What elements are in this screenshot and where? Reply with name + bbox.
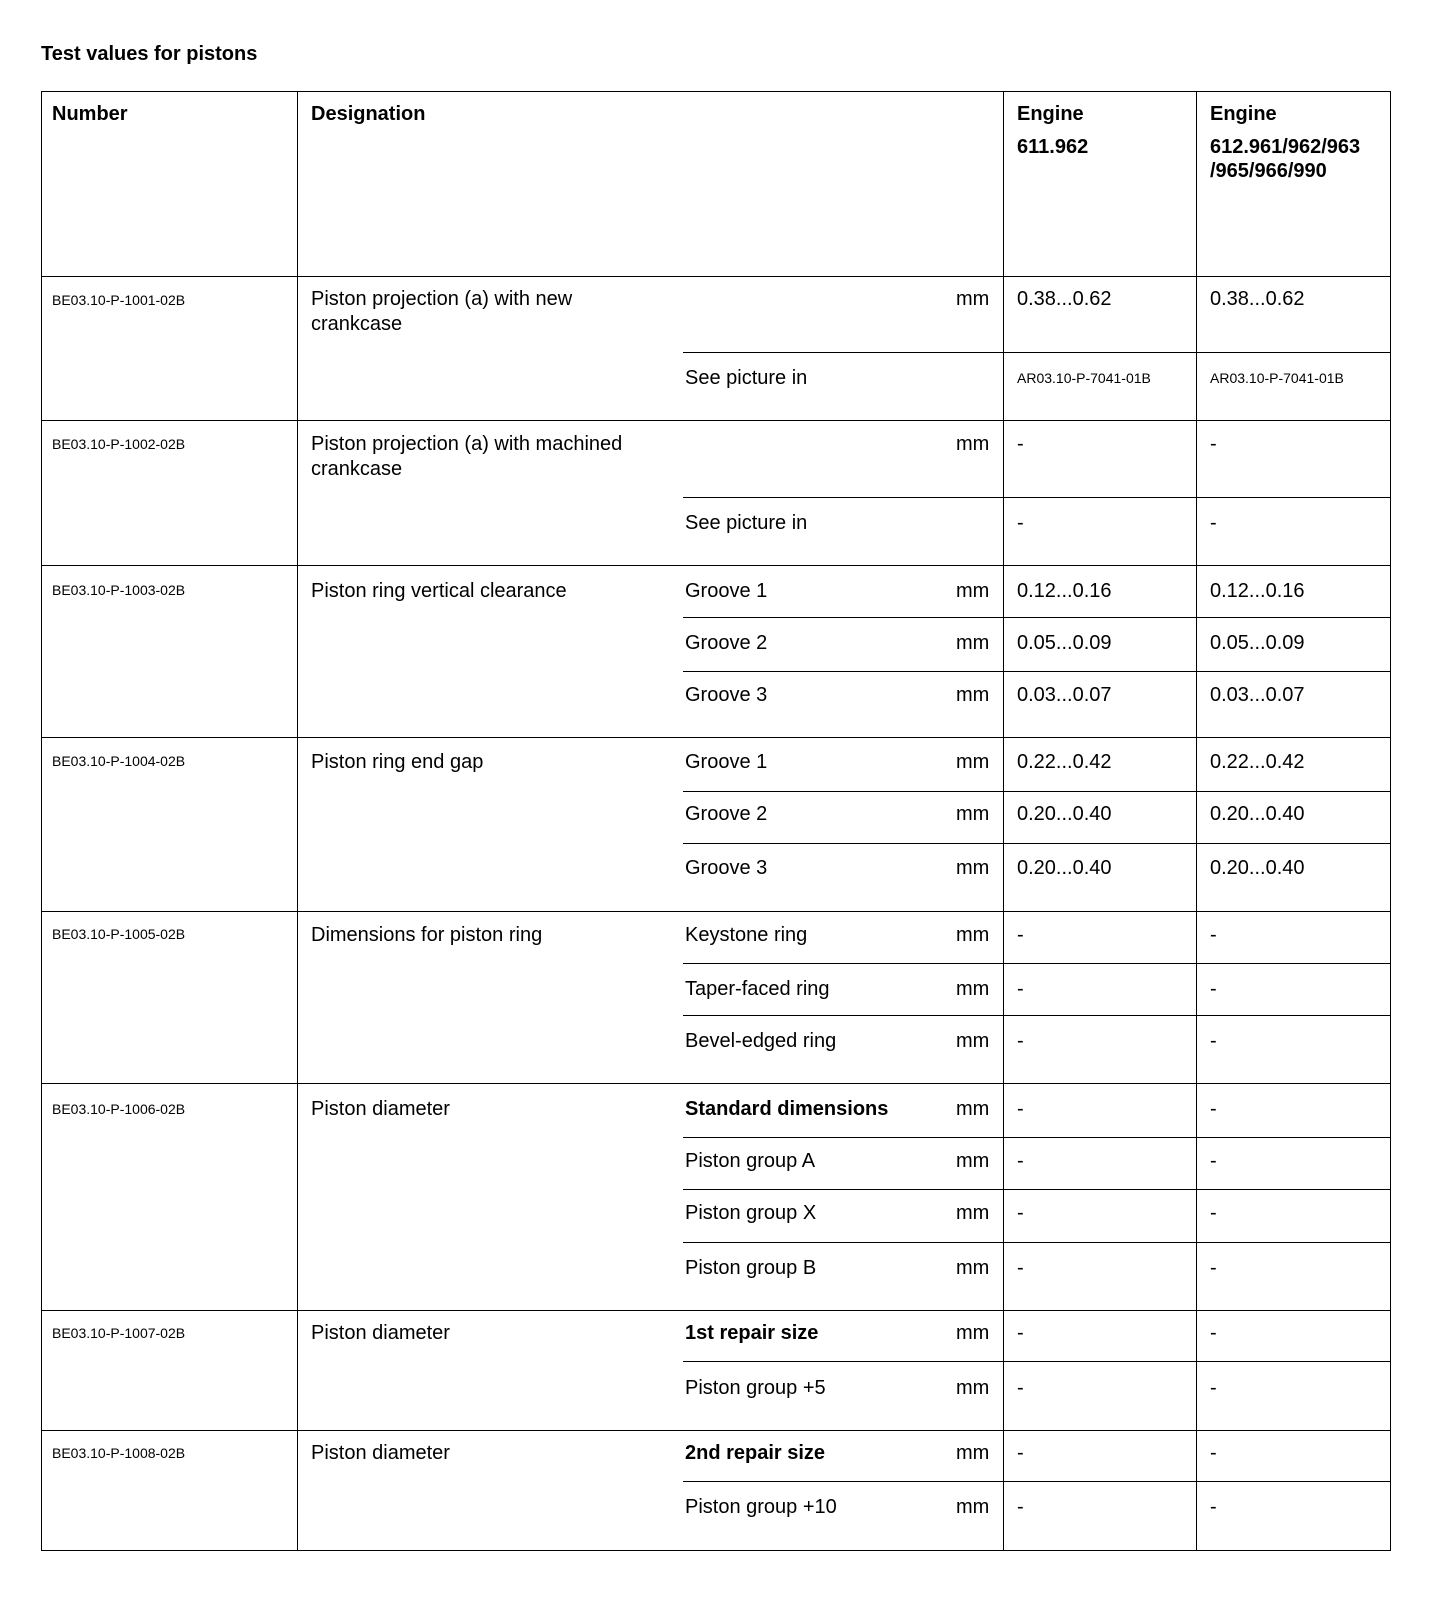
- engine-1-value: 0.05...0.09: [1017, 632, 1112, 654]
- unit: mm: [956, 751, 990, 773]
- engine-1-value: 0.12...0.16: [1017, 580, 1112, 602]
- row-number: BE03.10-P-1003-02B: [52, 582, 186, 598]
- row-divider: [42, 1310, 1390, 1311]
- engine-1-value: -: [1017, 1257, 1024, 1279]
- engine-1-value: 0.03...0.07: [1017, 684, 1112, 706]
- engine-2-value: -: [1210, 1442, 1217, 1464]
- engine-2-value: -: [1210, 1496, 1217, 1518]
- row-designation-cont: crankcase: [311, 458, 403, 480]
- row-designation: Piston projection (a) with machined: [311, 433, 623, 455]
- row-designation: Piston projection (a) with new: [311, 288, 573, 310]
- engine-2-value: AR03.10-P-7041-01B: [1210, 370, 1344, 386]
- engine-2-value: 0.38...0.62: [1210, 288, 1305, 310]
- unit: mm: [956, 857, 990, 879]
- engine-2-value: -: [1210, 1202, 1217, 1224]
- page-title: Test values for pistons: [41, 43, 258, 65]
- sub-label: Bevel-edged ring: [685, 1030, 837, 1052]
- row-divider: [42, 1083, 1390, 1084]
- engine-2-value: -: [1210, 1098, 1217, 1120]
- engine-1-value: -: [1017, 433, 1024, 455]
- sub-label: Standard dimensions: [685, 1098, 889, 1120]
- sub-row-divider: [683, 1242, 1390, 1243]
- sub-row-divider: [683, 1481, 1390, 1482]
- unit: mm: [956, 978, 990, 1000]
- unit: mm: [956, 433, 990, 455]
- row-designation: Piston diameter: [311, 1322, 450, 1344]
- sub-row-divider: [683, 843, 1390, 844]
- row-divider: [42, 420, 1390, 421]
- sub-row-divider: [683, 497, 1390, 498]
- engine-1-value: -: [1017, 1377, 1024, 1399]
- unit: mm: [956, 1098, 990, 1120]
- row-designation: Dimensions for piston ring: [311, 924, 543, 946]
- sub-label: Groove 1: [685, 751, 768, 773]
- unit: mm: [956, 1030, 990, 1052]
- engine-2-value: -: [1210, 924, 1217, 946]
- header-engine-2-code-line2: /965/966/990: [1210, 160, 1327, 182]
- column-divider: [1003, 92, 1004, 1550]
- sub-label: 1st repair size: [685, 1322, 819, 1344]
- sub-label: Taper-faced ring: [685, 978, 830, 1000]
- sub-row-divider: [683, 1137, 1390, 1138]
- unit: mm: [956, 924, 990, 946]
- engine-2-value: -: [1210, 978, 1217, 1000]
- sub-row-divider: [683, 1189, 1390, 1190]
- sub-row-divider: [683, 352, 1390, 353]
- row-number: BE03.10-P-1002-02B: [52, 436, 186, 452]
- engine-2-value: -: [1210, 433, 1217, 455]
- unit: mm: [956, 632, 990, 654]
- header-engine-1-label: Engine: [1017, 103, 1084, 125]
- unit: mm: [956, 1150, 990, 1172]
- row-divider: [42, 276, 1390, 277]
- row-divider: [42, 911, 1390, 912]
- row-number: BE03.10-P-1008-02B: [52, 1445, 186, 1461]
- header-engine-1-code: 611.962: [1017, 136, 1089, 158]
- engine-1-value: -: [1017, 978, 1024, 1000]
- engine-1-value: -: [1017, 924, 1024, 946]
- sub-label: Piston group B: [685, 1257, 817, 1279]
- sub-row-divider: [683, 1361, 1390, 1362]
- unit: mm: [956, 1442, 990, 1464]
- engine-1-value: -: [1017, 1098, 1024, 1120]
- engine-1-value: 0.20...0.40: [1017, 803, 1112, 825]
- engine-1-value: -: [1017, 1202, 1024, 1224]
- engine-2-value: 0.22...0.42: [1210, 751, 1305, 773]
- sub-row-divider: [683, 1015, 1390, 1016]
- row-divider: [42, 1430, 1390, 1431]
- sub-row-divider: [683, 963, 1390, 964]
- row-number: BE03.10-P-1006-02B: [52, 1101, 186, 1117]
- unit: mm: [956, 1377, 990, 1399]
- row-divider: [42, 565, 1390, 566]
- sub-label: Keystone ring: [685, 924, 808, 946]
- engine-2-value: 0.12...0.16: [1210, 580, 1305, 602]
- column-divider: [297, 92, 298, 1550]
- unit: mm: [956, 1202, 990, 1224]
- row-divider: [42, 737, 1390, 738]
- row-designation: Piston diameter: [311, 1098, 450, 1120]
- unit: mm: [956, 1322, 990, 1344]
- sub-row-divider: [683, 671, 1390, 672]
- row-number: BE03.10-P-1004-02B: [52, 753, 186, 769]
- engine-2-value: -: [1210, 512, 1217, 534]
- row-number: BE03.10-P-1001-02B: [52, 292, 186, 308]
- sub-label: See picture in: [685, 512, 808, 534]
- engine-1-value: -: [1017, 1030, 1024, 1052]
- engine-2-value: -: [1210, 1257, 1217, 1279]
- sub-label: Piston group +5: [685, 1377, 826, 1399]
- header-designation: Designation: [311, 103, 426, 125]
- sub-label: Groove 1: [685, 580, 768, 602]
- row-designation: Piston ring end gap: [311, 751, 484, 773]
- engine-1-value: -: [1017, 1150, 1024, 1172]
- sub-row-divider: [683, 617, 1390, 618]
- engine-2-value: -: [1210, 1150, 1217, 1172]
- engine-1-value: AR03.10-P-7041-01B: [1017, 370, 1151, 386]
- engine-2-value: 0.05...0.09: [1210, 632, 1305, 654]
- sub-label: Piston group X: [685, 1202, 817, 1224]
- engine-1-value: -: [1017, 512, 1024, 534]
- engine-2-value: 0.20...0.40: [1210, 857, 1305, 879]
- header-number: Number: [52, 103, 128, 125]
- unit: mm: [956, 1257, 990, 1279]
- sub-row-divider: [683, 791, 1390, 792]
- sub-label: Groove 2: [685, 632, 768, 654]
- sub-label: 2nd repair size: [685, 1442, 826, 1464]
- sub-label: Groove 3: [685, 684, 768, 706]
- engine-2-value: -: [1210, 1322, 1217, 1344]
- engine-1-value: 0.20...0.40: [1017, 857, 1112, 879]
- row-number: BE03.10-P-1007-02B: [52, 1325, 186, 1341]
- header-engine-2-code-line1: 612.961/962/963: [1210, 136, 1361, 158]
- row-number: BE03.10-P-1005-02B: [52, 926, 186, 942]
- unit: mm: [956, 580, 990, 602]
- sub-label: Groove 3: [685, 857, 768, 879]
- row-designation: Piston ring vertical clearance: [311, 580, 567, 602]
- piston-test-values-table: [41, 91, 1391, 1551]
- sub-label: Piston group +10: [685, 1496, 837, 1518]
- column-divider: [1196, 92, 1197, 1550]
- sub-label: Piston group A: [685, 1150, 816, 1172]
- row-designation-cont: crankcase: [311, 313, 403, 335]
- engine-2-value: -: [1210, 1030, 1217, 1052]
- engine-2-value: -: [1210, 1377, 1217, 1399]
- engine-1-value: 0.38...0.62: [1017, 288, 1112, 310]
- engine-1-value: -: [1017, 1442, 1024, 1464]
- engine-2-value: 0.03...0.07: [1210, 684, 1305, 706]
- unit: mm: [956, 684, 990, 706]
- unit: mm: [956, 1496, 990, 1518]
- row-designation: Piston diameter: [311, 1442, 450, 1464]
- engine-1-value: -: [1017, 1322, 1024, 1344]
- engine-1-value: -: [1017, 1496, 1024, 1518]
- engine-2-value: 0.20...0.40: [1210, 803, 1305, 825]
- unit: mm: [956, 288, 990, 310]
- engine-1-value: 0.22...0.42: [1017, 751, 1112, 773]
- unit: mm: [956, 803, 990, 825]
- sub-label: Groove 2: [685, 803, 768, 825]
- sub-label: See picture in: [685, 367, 808, 389]
- header-engine-2-label: Engine: [1210, 103, 1277, 125]
